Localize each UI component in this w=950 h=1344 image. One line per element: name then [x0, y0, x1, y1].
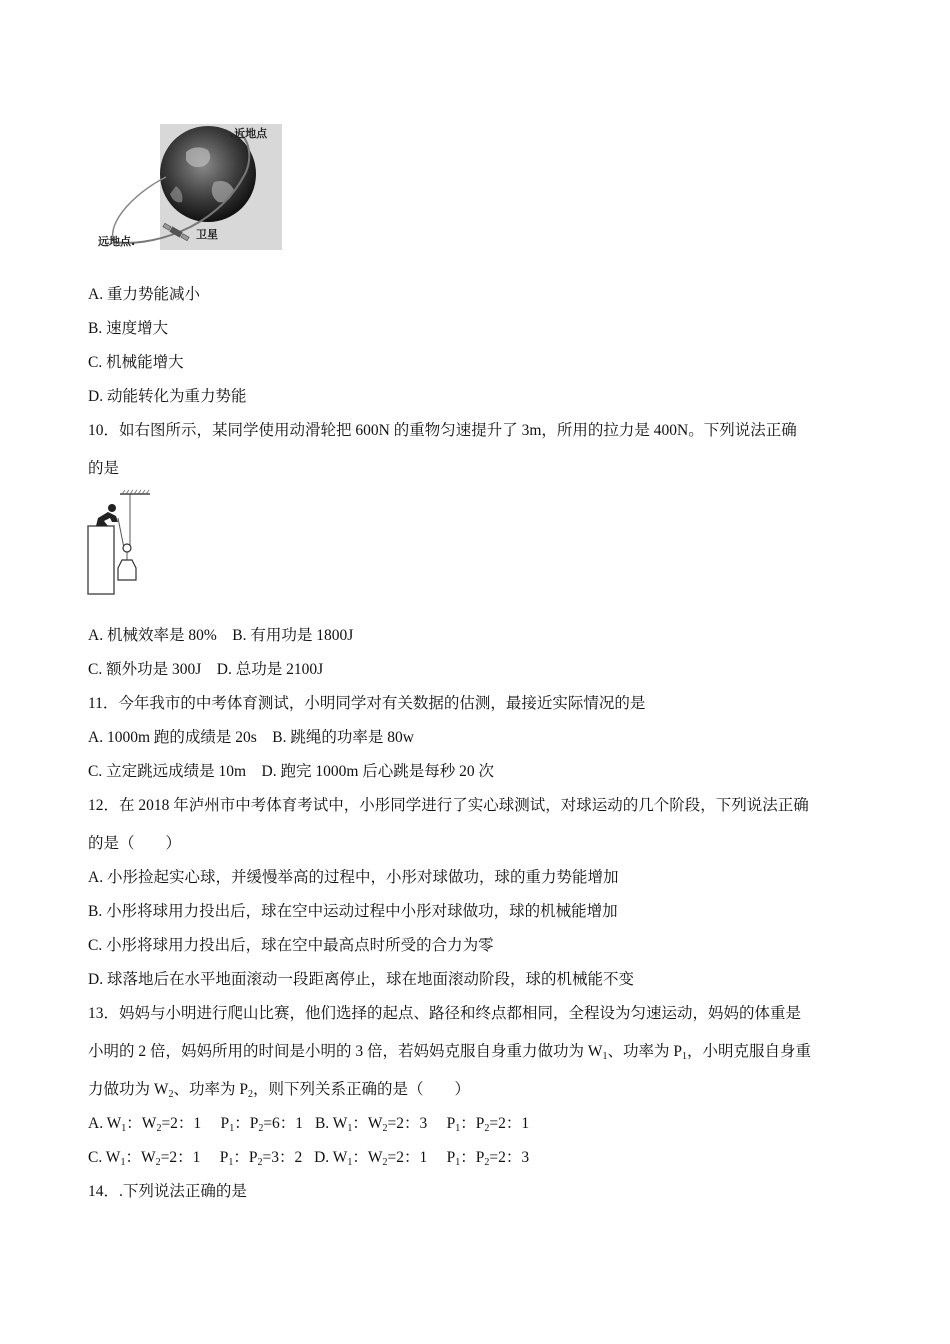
satellite-orbit-figure	[96, 122, 286, 252]
q10-options-line1: A. 机械效率是 80% B. 有用功是 1800J	[88, 627, 354, 644]
q13-options-line1	[88, 1114, 529, 1134]
movable-pulley-icon	[123, 544, 131, 552]
pulley-figure	[86, 488, 156, 596]
q12-stem-line1: 12．在 2018 年泸州市中考体育考试中，小彤同学进行了实心球测试，对球运动的几个阶段，下列说法正确	[88, 797, 809, 814]
q12-option-d: D. 球落地后在水平地面滚动一段距离停止，球在地面滚动阶段，球的机械能不变	[88, 971, 634, 988]
q13-stem-line2: 小明的 2 倍，妈妈所用的时间是小明的 3 倍，若妈妈克服自身重力做功为 $W_1$、功率为 $P_1$，小明克服自身重	[88, 1043, 812, 1062]
perigee-label: .近地点	[230, 127, 268, 140]
q13-option-a: A. $W_1$：$W_2=2$：1 $P_1$：$P_2=6$：1	[88, 1115, 304, 1134]
q11-stem: 11．今年我市的中考体育测试，小明同学对有关数据的估测，最接近实际情况的是	[88, 695, 646, 712]
q13-stem-line3: 力做功为 $W_2$、功率为 $P_2$，则下列关系正确的是（ ）	[88, 1081, 471, 1100]
person-icon	[96, 504, 118, 526]
q9-option-c: C. 机械能增大	[88, 354, 184, 371]
q10-stem-line2: 的是	[88, 460, 120, 477]
q9-option-a: A. 重力势能减小	[88, 286, 200, 303]
q13-options-line2	[88, 1148, 529, 1168]
q12-stem-line2: 的是（ ）	[88, 835, 182, 852]
q12-option-b: B. 小彤将球用力投出后，球在空中运动过程中小彤对球做功，球的机械能增加	[88, 903, 618, 920]
q10-stem-line1: 10．如右图所示，某同学使用动滑轮把 600N 的重物匀速提升了 3m，所用的拉力是 400N。下列说法正确	[88, 422, 797, 439]
q12-option-c: C. 小彤将球用力投出后，球在空中最高点时所受的合力为零	[88, 937, 494, 954]
q13-option-d: D. $W_1$：$W_2=2$：1 $P_1$：$P_2=2$：3	[314, 1149, 530, 1168]
q11-options-line1: A. 1000m 跑的成绩是 20s B. 跳绳的功率是 80w	[88, 729, 414, 746]
q9-option-d: D. 动能转化为重力势能	[88, 388, 247, 405]
q9-option-b: B. 速度增大	[88, 320, 169, 337]
q10-options-line2: C. 额外功是 300J D. 总功是 2100J	[88, 661, 324, 678]
q14-stem: 14．.下列说法正确的是	[88, 1183, 247, 1200]
q12-option-a: A. 小彤捡起实心球，并缓慢举高的过程中，小彤对球做功，球的重力势能增加	[88, 869, 619, 886]
q11-options-line2: C. 立定跳远成绩是 10m D. 跑完 1000m 后心跳是每秒 20 次	[88, 763, 495, 780]
platform	[88, 526, 114, 594]
weight-icon	[118, 560, 136, 580]
q13-stem-line1: 13．妈妈与小明进行爬山比赛，他们选择的起点、路径和终点都相同，全程设为匀速运动，妈妈的体重是	[88, 1005, 802, 1022]
q13-option-b: B. $W_1$：$W_2=2$：3 $P_1$：$P_2=2$：1	[314, 1115, 530, 1134]
apogee-label: 远地点.	[98, 235, 136, 248]
satellite-label: 卫星	[196, 228, 218, 241]
earth-icon	[160, 126, 256, 222]
q13-option-c: C. $W_1$：$W_2=2$：1 $P_1$：$P_2=3$：2	[88, 1149, 303, 1168]
